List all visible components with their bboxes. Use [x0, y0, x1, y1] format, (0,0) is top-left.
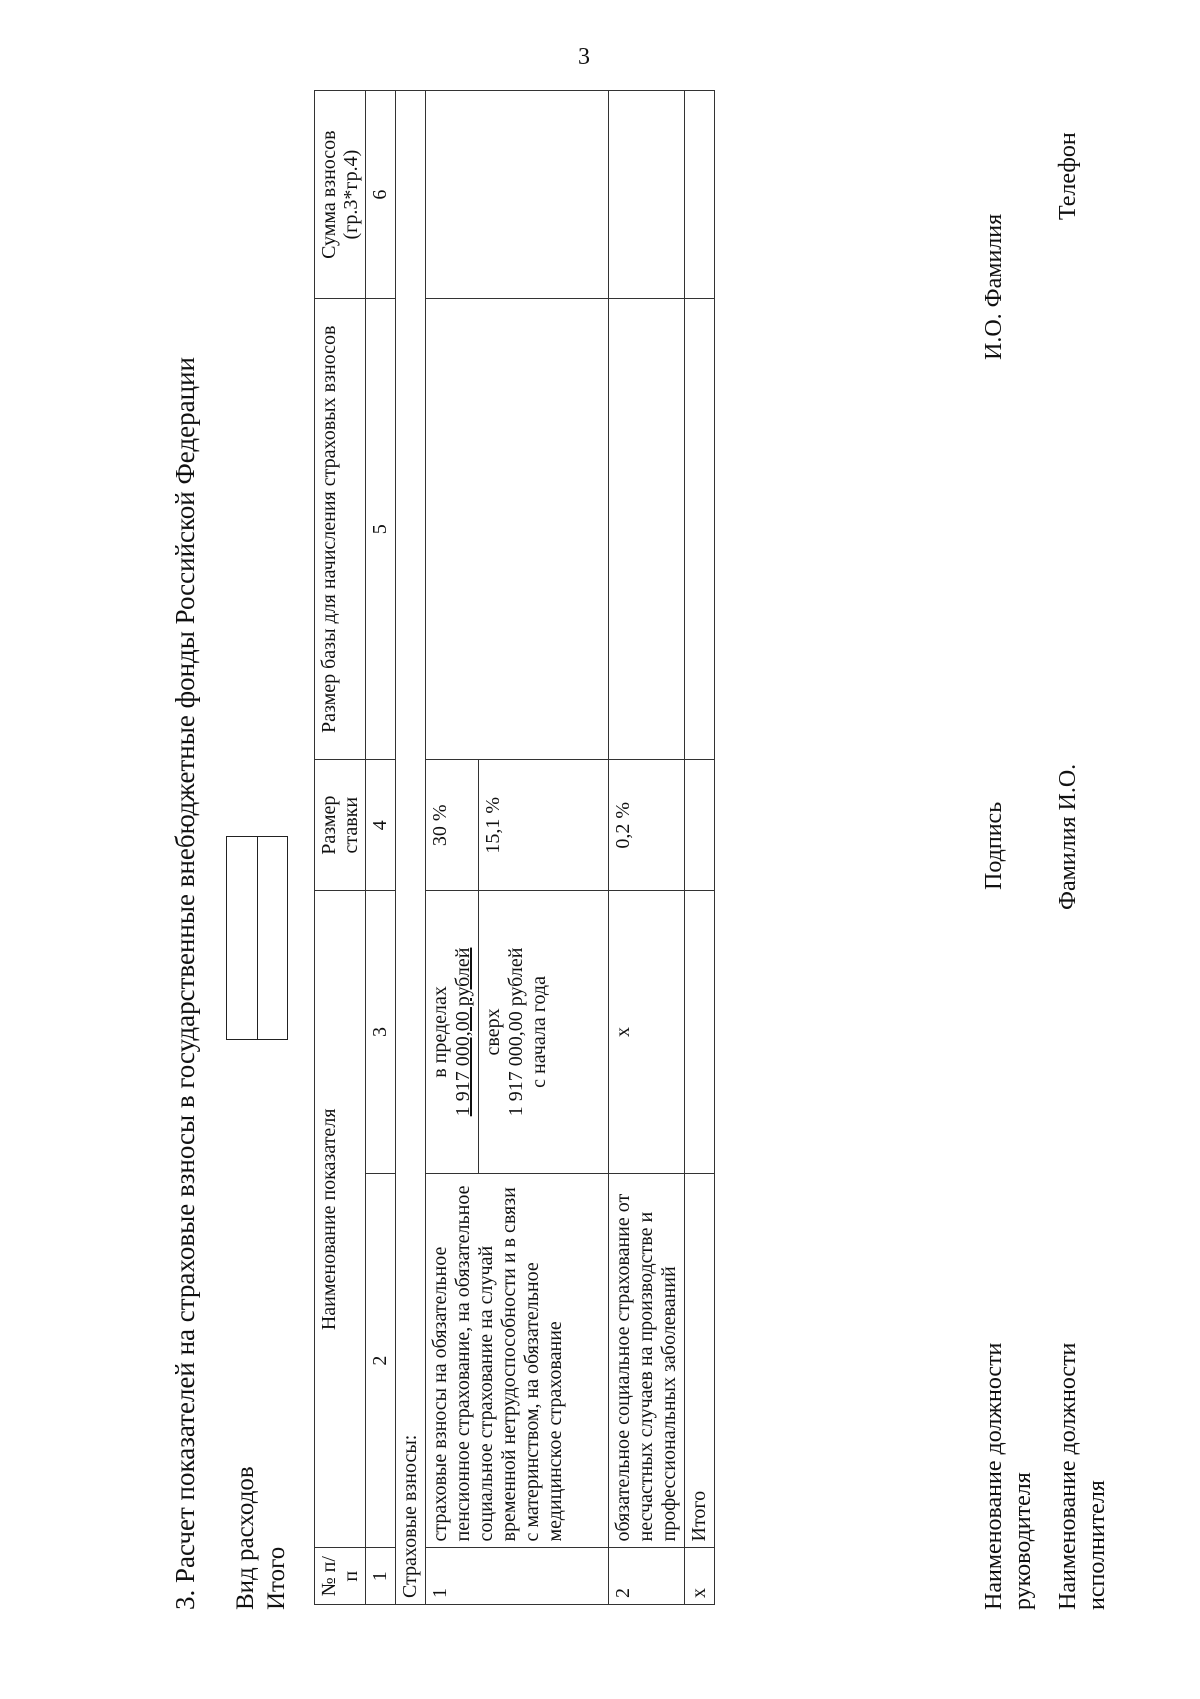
signature-label: Подпись: [981, 801, 1007, 890]
row1-sub1-line1: в пределах: [429, 986, 451, 1078]
total-base: [685, 299, 715, 760]
table-row: [685, 91, 715, 1605]
expense-type-box: [226, 836, 288, 1040]
row1-sub2-line1: сверх: [482, 1008, 504, 1056]
row1-sub2-rate: 15,1 %: [479, 760, 609, 891]
row2-col3: x: [609, 891, 685, 1174]
row1-base: [426, 299, 609, 760]
col-num-5: 5: [366, 299, 396, 760]
contributions-table: [314, 90, 715, 1605]
total-name: Итого: [685, 1173, 715, 1548]
row2-name: обязательное социальное страхование от несчастных случаев на производстве и профессиональных заболеваний: [609, 1173, 685, 1548]
row1-name: страховые взносы на обязательное пенсионное страхование, на обязательное социальное страхование на случай временной нетрудоспособности и в связи с материнством, на обязательное медицинское страхование: [426, 1173, 609, 1548]
section-title: Страховые взносы:: [396, 91, 426, 1605]
header-num: № п/п: [315, 1548, 366, 1605]
head-name: И.О. Фамилия: [981, 213, 1007, 360]
row2-rate: 0,2 %: [609, 760, 685, 891]
row1-sub1: [426, 891, 479, 1174]
section-title-row: [396, 91, 426, 1605]
header-sum: Сумма взносов (гр.3*гр.4): [315, 91, 366, 299]
expense-type-label: Вид расходов: [232, 1466, 259, 1610]
row1-sum: [426, 91, 609, 299]
row1-sub2-line2: 1 917 000,00 рублей: [505, 947, 527, 1117]
section-heading: 3. Расчет показателей на страховые взносы в государственные внебюджетные фонды Российской Федерации: [170, 357, 200, 1610]
total-num: x: [685, 1548, 715, 1605]
row1-sub2: [479, 891, 609, 1174]
total-col3: [685, 891, 715, 1174]
phone-label: Телефон: [1055, 132, 1081, 220]
total-sum: [685, 91, 715, 299]
row1-sub1-line2: 1 917 000,00 рублей: [452, 947, 474, 1117]
row1-sub1-rate: 30 %: [426, 760, 479, 891]
header-name: Наименование показателя: [315, 891, 366, 1548]
row2-num: 2: [609, 1548, 685, 1605]
header-rate: Размер ставки: [315, 760, 366, 891]
page-number: 3: [578, 44, 590, 70]
table-header-row: [315, 91, 366, 1605]
row2-sum: [609, 91, 685, 299]
executor-name: Фамилия И.О.: [1055, 763, 1081, 910]
executor-position: Наименование должности исполнителя: [1055, 1342, 1110, 1610]
total-label: Итого: [263, 1546, 290, 1610]
column-number-row: [366, 91, 396, 1605]
row1-sub2-line3: с начала года: [528, 976, 550, 1088]
table-row: [609, 91, 685, 1605]
row2-base: [609, 299, 685, 760]
col-num-1: 1: [366, 1548, 396, 1605]
table-row: [426, 91, 479, 1605]
col-num-4: 4: [366, 760, 396, 891]
row1-num: 1: [426, 1548, 609, 1605]
head-position: Наименование должности руководителя: [981, 1342, 1036, 1610]
col-num-3: 3: [366, 891, 396, 1174]
col-num-6: 6: [366, 91, 396, 299]
col-num-2: 2: [366, 1173, 396, 1548]
header-base: Размер базы для начисления страховых взносов: [315, 299, 366, 760]
total-rate: [685, 760, 715, 891]
document-body: [170, 30, 1200, 1610]
